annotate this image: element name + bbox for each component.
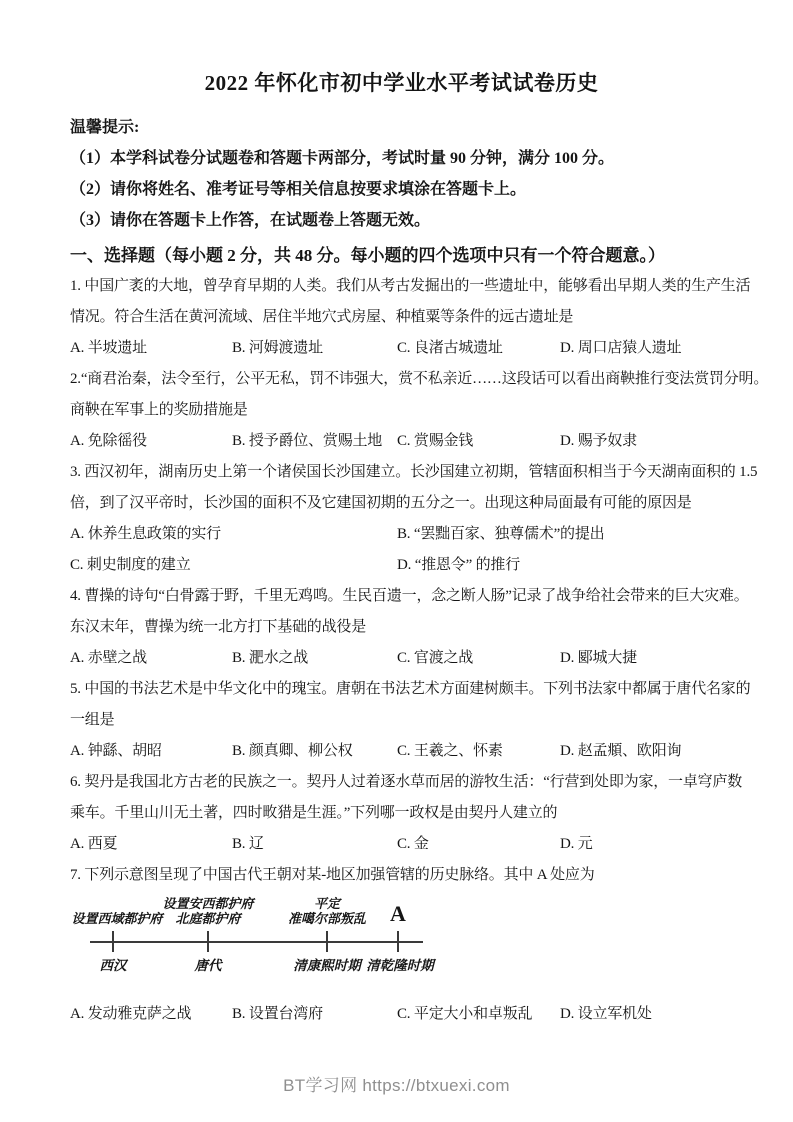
question-7-options bbox=[70, 999, 733, 1030]
question-1-text-line-1: 1. 中国广袤的大地，曾孕育早期的人类。我们从考古发掘出的一些遗址中，能够看出早期人类的生产生活 bbox=[70, 278, 751, 294]
exam-title: 2022 年怀化市初中学业水平考试试卷历史 bbox=[204, 71, 599, 95]
question-4-option-d: D. 郾城大捷 bbox=[560, 650, 637, 666]
timeline-tick-4 bbox=[397, 931, 399, 952]
notice-item-3: （3）请你在答题卡上作答，在试题卷上答题无效。 bbox=[70, 212, 431, 229]
question-2-option-c: C. 赏赐金钱 bbox=[397, 433, 474, 449]
question-1-text-line-2: 情况。符合生活在黄河流域、居住半地穴式房屋、种植粟等条件的远古遗址是 bbox=[70, 309, 574, 325]
question-2-option-d: D. 赐予奴隶 bbox=[560, 433, 637, 449]
timeline-event-kangxi-line-2: 准噶尔部叛乱 bbox=[287, 912, 367, 927]
notice-item-2: （2）请你将姓名、准考证号等相关信息按要求填涂在答题卡上。 bbox=[70, 181, 527, 198]
timeline-period-xihan: 西汉 bbox=[99, 958, 127, 974]
question-3-option-c: C. 刺史制度的建立 bbox=[70, 557, 191, 573]
watermark-footer bbox=[0, 1071, 793, 1096]
question-7-text-line-1: 7. 下列示意图呈现了中国古代王朝对某-地区加强管辖的历史脉络。其中 A 处应为 bbox=[70, 867, 595, 883]
question-2-option-a: A. 免除徭役 bbox=[70, 433, 147, 449]
timeline-axis bbox=[90, 941, 423, 943]
question-2-option-b: B. 授予爵位、赏赐土地 bbox=[232, 433, 383, 449]
question-3-option-d: D. “推恩令” 的推行 bbox=[397, 557, 520, 573]
timeline-event-xihan: 设置西域都护府 bbox=[71, 912, 163, 927]
question-6-options bbox=[70, 829, 733, 860]
timeline-event-tang-line-2: 北庭都护府 bbox=[175, 912, 241, 927]
question-3-text-line-1: 3. 西汉初年，湖南历史上第一个诸侯国长沙国建立。长沙国建立初期，管辖面积相当于今天湖南面积的 1.5 bbox=[70, 464, 758, 480]
section-heading: 一、选择题（每小题 2 分，共 48 分。每小题的四个选项中只有一个符合题意。） bbox=[70, 246, 665, 265]
timeline-event-kangxi-line-1: 平定 bbox=[313, 897, 341, 912]
timeline-period-tang: 唐代 bbox=[194, 958, 222, 974]
question-5-option-d: D. 赵孟頫、欧阳询 bbox=[560, 743, 682, 759]
question-3-options-row-1 bbox=[70, 519, 733, 550]
question-5-option-c: C. 王羲之、怀素 bbox=[397, 743, 503, 759]
timeline-label-a: A bbox=[390, 901, 406, 926]
timeline-period-qianlong: 清乾隆时期 bbox=[366, 958, 434, 974]
question-2-text-line-2: 商鞅在军事上的奖励措施是 bbox=[70, 402, 248, 418]
question-5-text-line-1: 5. 中国的书法艺术是中华文化中的瑰宝。唐朝在书法艺术方面建树颇丰。下列书法家中都属于唐代名家的 bbox=[70, 681, 751, 697]
question-7-option-c: C. 平定大小和卓叛乱 bbox=[397, 1006, 533, 1022]
question-6-text-line-1: 6. 契丹是我国北方古老的民族之一。契丹人过着逐水草而居的游牧生活：“行营到处即为家，一卓穹庐数 bbox=[70, 774, 743, 790]
question-4-text-line-2: 东汉末年，曹操为统一北方打下基础的战役是 bbox=[70, 619, 367, 635]
timeline-tick-3 bbox=[326, 931, 328, 952]
notice-item-1: （1）本学科试卷分试题卷和答题卡两部分，考试时量 90 分钟，满分 100 分。 bbox=[70, 150, 615, 167]
notice-heading: 温馨提示: bbox=[70, 119, 140, 136]
question-4-options bbox=[70, 643, 733, 674]
watermark-site-link: BT学习网 https://btxuexi.com bbox=[283, 1076, 510, 1095]
question-3-text-line-2: 倍，到了汉平帝时，长沙国的面积不及它建国初期的五分之一。出现这种局面最有可能的原因是 bbox=[70, 495, 692, 511]
question-6-option-a: A. 西夏 bbox=[70, 836, 118, 852]
question-6-option-b: B. 辽 bbox=[232, 836, 264, 852]
question-7-timeline-diagram bbox=[70, 897, 733, 997]
question-3-option-a: A. 休养生息政策的实行 bbox=[70, 526, 221, 542]
question-1-option-a: A. 半坡遗址 bbox=[70, 340, 147, 356]
question-1-option-b: B. 河姆渡遗址 bbox=[232, 340, 323, 356]
question-2-text-line-1: 2.“商君治秦，法令至行，公平无私，罚不讳强大，赏不私亲近……这段话可以看出商鞅推行变法赏罚分明。 bbox=[70, 371, 769, 387]
question-7-option-d: D. 设立军机处 bbox=[560, 1006, 652, 1022]
timeline-period-kangxi: 清康熙时期 bbox=[293, 958, 361, 974]
question-4-option-a: A. 赤壁之战 bbox=[70, 650, 147, 666]
question-5-options bbox=[70, 736, 733, 767]
timeline-event-tang-line-1: 设置安西都护府 bbox=[162, 897, 254, 912]
question-7-option-a: A. 发动雅克萨之战 bbox=[70, 1006, 192, 1022]
timeline-tick-2 bbox=[207, 931, 209, 952]
question-7-option-b: B. 设置台湾府 bbox=[232, 1006, 323, 1022]
exam-content bbox=[70, 0, 769, 1030]
question-5-option-a: A. 钟繇、胡昭 bbox=[70, 743, 162, 759]
question-6-text-line-2: 乘车。千里山川无土著，四时畋猎是生涯。”下列哪一政权是由契丹人建立的 bbox=[70, 805, 558, 821]
question-5-option-b: B. 颜真卿、柳公权 bbox=[232, 743, 353, 759]
question-4-text-line-1: 4. 曹操的诗句“白骨露于野，千里无鸡鸣。生民百遗一，念之断人肠”记录了战争给社会带来的巨大灾难。 bbox=[70, 588, 749, 604]
question-4-option-c: C. 官渡之战 bbox=[397, 650, 474, 666]
question-6-option-c: C. 金 bbox=[397, 836, 429, 852]
question-4-option-b: B. 淝水之战 bbox=[232, 650, 309, 666]
question-2-options bbox=[70, 426, 733, 457]
question-6-option-d: D. 元 bbox=[560, 836, 593, 852]
timeline-tick-1 bbox=[112, 931, 114, 952]
question-3-option-b: B. “罢黜百家、独尊儒术”的提出 bbox=[397, 526, 605, 542]
question-1-option-d: D. 周口店猿人遗址 bbox=[560, 340, 682, 356]
question-1-option-c: C. 良渚古城遗址 bbox=[397, 340, 503, 356]
question-3-options-row-2 bbox=[70, 550, 733, 581]
question-1-options bbox=[70, 333, 733, 364]
question-5-text-line-2: 一组是 bbox=[70, 712, 115, 728]
